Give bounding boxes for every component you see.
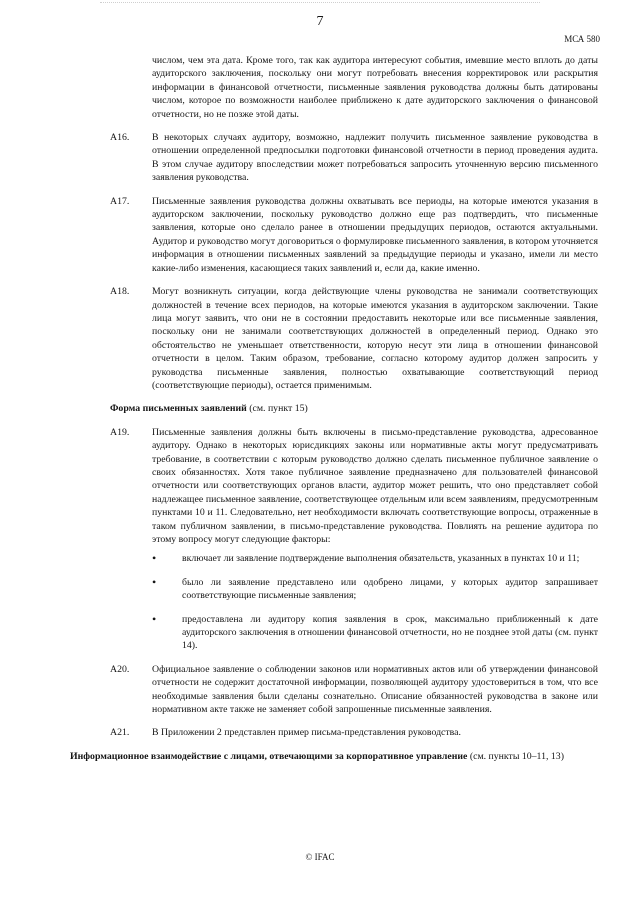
paragraph-text: Могут возникнуть ситуации, когда действующие члены руководства не занимали соответствующих должностей в течение всех периодов, на которые имеются указания в аудиторском заключении. Такие лица могут заявить, что они не в состоянии предоставить некоторые или все письменные заявления, поскольку они не занимали соответствующих должностей в определенный период. Однако это обстоятельство не уменьшает ответственности, которую несут эти лица в отношении финансовой отчетности в целом. Таким образом, требование, согласно которому аудитор должен запросить у руководства письменные заявления, полностью охватывающие соответствующий период (соответствующие периоды), остается применимым. bbox=[152, 286, 598, 391]
list-item bbox=[152, 576, 598, 603]
paragraph-a20 bbox=[110, 663, 598, 717]
paragraph-continuation bbox=[110, 54, 598, 121]
section-heading-title: Информационное взаимодействие с лицами, отвечающими за корпоративное управление bbox=[70, 750, 468, 762]
standard-code: МСА 580 bbox=[564, 34, 600, 44]
paragraph-a21 bbox=[110, 726, 598, 739]
paragraph-text: Письменные заявления руководства должны охватывать все периоды, на которые имеются указания в аудиторском заключении, поскольку руководство должно еще раз подтвердить, что письменные заявления, которые оно сделало ранее в отношении предыдущих периодов, остаются актуальными. Аудитор и руководство могут договориться о формулировке письменного заявления, в котором уточняется информация в отношении письменных заявлений за предыдущие периоды и указано, имели ли место какие-либо изменения, касающиеся таких заявлений и, если да, какие именно. bbox=[152, 195, 598, 274]
paragraph-label: A19. bbox=[110, 426, 130, 438]
section-heading-form bbox=[110, 402, 598, 415]
page-number: 7 bbox=[316, 14, 324, 29]
paragraph-label: A21. bbox=[110, 727, 130, 739]
paragraph-label: A18. bbox=[110, 286, 130, 298]
section-heading-ref: (см. пункты 10–11, 13) bbox=[469, 750, 564, 762]
paragraph-label: A17. bbox=[110, 195, 130, 207]
bullet-icon: • bbox=[152, 574, 157, 589]
list-item bbox=[152, 613, 598, 653]
section-heading-info bbox=[70, 750, 598, 763]
paragraph-text: В Приложении 2 представлен пример письма-представления руководства. bbox=[152, 727, 461, 739]
list-item-text: предоставлена ли аудитору копия заявления в срок, максимально приближенный к дате аудиторского заключения в отношении финансовой отчетности, но не позднее этой даты (см. пункт 14). bbox=[182, 613, 598, 652]
list-item-text: включает ли заявление подтверждение выполнения обязательств, указанных в пунктах 10 и 11; bbox=[182, 553, 580, 565]
section-heading-title: Форма письменных заявлений bbox=[110, 403, 247, 415]
scan-edge-line bbox=[100, 2, 540, 3]
bullet-list bbox=[152, 552, 598, 652]
paragraph-text: числом, чем эта дата. Кроме того, так как аудитора интересуют события, имевшие место вплоть до даты аудиторского заключения, поскольку они могут потребовать внесения корректировок или раскрытия информации в финансовой отчетности, письменные заявления руководства должны быть датированы числом, которое по возможности наиболее приближено к дате аудиторского заключения о финансовой отчетности, но не позже этой даты. bbox=[152, 55, 598, 120]
paragraph-a17 bbox=[110, 195, 598, 275]
list-item-text: было ли заявление представлено или одобрено лицами, у которых аудитор запрашивает соответствующие письменные заявления; bbox=[182, 576, 598, 602]
paragraph-text: В некоторых случаях аудитору, возможно, надлежит получить письменное заявление руководства в отношении определенной предпосылки подготовки финансовой отчетности в период проведения аудита. В этом случае аудитору впоследствии может потребоваться запросить уточненную версию письменного заявления руководства. bbox=[152, 132, 598, 184]
section-heading-ref: (см. пункт 15) bbox=[249, 403, 308, 415]
paragraph-text: Официальное заявление о соблюдении законов или нормативных актов или об утверждении финансовой отчетности не содержит достаточной информации, позволяющей аудитору удостовериться в том, что все необходимые заявления были сделаны сознательно. Описание обязанностей руководства в законе или нормативном акте также не заменяет собой запрошенные письменные заявления. bbox=[152, 663, 598, 716]
footer-copyright: © IFAC bbox=[305, 852, 335, 862]
paragraph-a18 bbox=[110, 285, 598, 392]
document-body bbox=[70, 54, 598, 773]
bullet-icon: • bbox=[152, 611, 157, 626]
paragraph-a19 bbox=[110, 426, 598, 547]
paragraph-label: A20. bbox=[110, 663, 130, 675]
list-item bbox=[152, 552, 598, 565]
paragraph-label: A16. bbox=[110, 132, 130, 144]
bullet-icon: • bbox=[152, 551, 157, 566]
paragraph-a16 bbox=[110, 131, 598, 185]
paragraph-text: Письменные заявления должны быть включены в письмо-представление руководства, адресованное аудитору. Однако в некоторых юрисдикциях законы или нормативные акты могут предусматривать требование, в соответствии с которым руководство должно сделать письменное публичное заявление о своих обязанностях. Хотя такое публичное заявление предназначено для пользователей финансовой отчетности или соответствующих органов власти, аудитор может решить, что оно представляет собой надлежащее письменное заявление, соответствующее отдельным или всем заявлениям, предусмотренным пунктами 10 и 11. Следовательно, нет необходимости включать соответствующие вопросы, отраженные в таком публичном заявлении, в письмо-представление руководства. Повлиять на решение аудитора по этому вопросу могут следующие факторы: bbox=[152, 426, 598, 545]
